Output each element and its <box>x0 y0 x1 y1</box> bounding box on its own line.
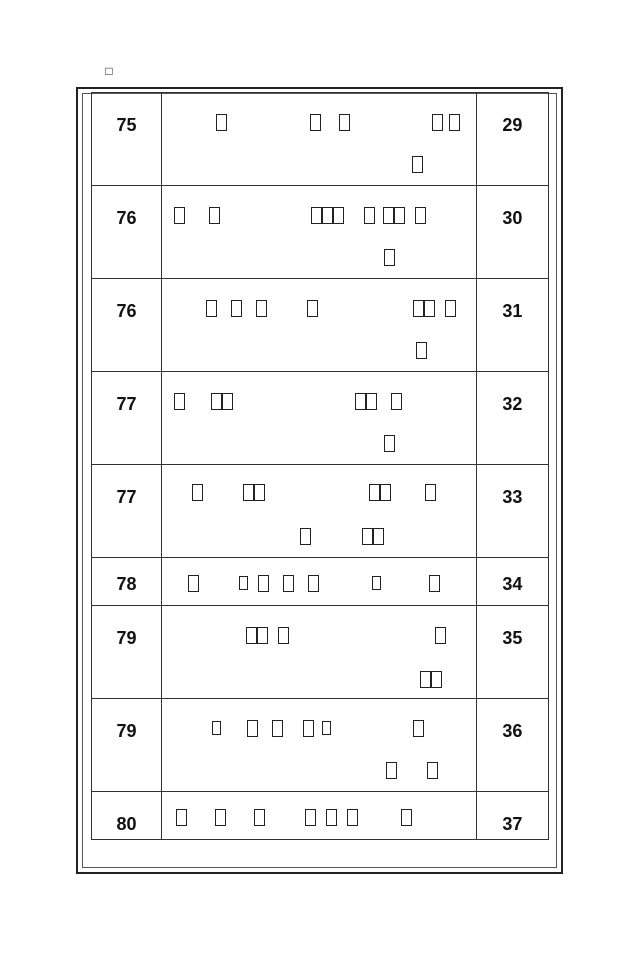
entry-number: 32 <box>476 372 548 465</box>
placeholder-glyph <box>300 528 311 545</box>
entry-number: 34 <box>476 558 548 606</box>
page-number: 75 <box>92 93 162 186</box>
placeholder-glyph <box>308 575 319 592</box>
placeholder-glyph <box>206 300 217 317</box>
placeholder-glyph <box>257 627 268 644</box>
table-row <box>92 606 549 699</box>
entry-title <box>162 465 477 558</box>
placeholder-glyph <box>222 393 233 410</box>
placeholder-glyph <box>432 114 443 131</box>
placeholder-glyph <box>372 576 381 590</box>
placeholder-glyph <box>307 300 318 317</box>
page-number: 77 <box>92 372 162 465</box>
placeholder-glyph <box>311 207 322 224</box>
placeholder-glyph <box>278 627 289 644</box>
placeholder-glyph <box>174 207 185 224</box>
entry-title <box>162 606 477 699</box>
placeholder-glyph <box>416 342 427 359</box>
corner-glyph: □ <box>105 64 113 78</box>
placeholder-glyph <box>431 671 442 688</box>
placeholder-glyph <box>254 484 265 501</box>
placeholder-glyph <box>362 528 373 545</box>
placeholder-glyph <box>326 809 337 826</box>
placeholder-glyph <box>383 207 394 224</box>
page-number: 79 <box>92 606 162 699</box>
placeholder-glyph <box>366 393 377 410</box>
table-row <box>92 279 549 372</box>
placeholder-glyph <box>364 207 375 224</box>
placeholder-glyph <box>355 393 366 410</box>
entry-title <box>162 699 477 792</box>
placeholder-glyph <box>192 484 203 501</box>
table-row <box>92 792 549 840</box>
placeholder-glyph <box>211 393 222 410</box>
placeholder-glyph <box>272 720 283 737</box>
placeholder-glyph <box>413 720 424 737</box>
placeholder-glyph <box>384 249 395 266</box>
placeholder-glyph <box>384 435 395 452</box>
placeholder-glyph <box>322 721 331 735</box>
entry-number: 30 <box>476 186 548 279</box>
entry-title <box>162 372 477 465</box>
placeholder-glyph <box>435 627 446 644</box>
placeholder-glyph <box>231 300 242 317</box>
placeholder-glyph <box>425 484 436 501</box>
placeholder-glyph <box>254 809 265 826</box>
placeholder-glyph <box>415 207 426 224</box>
entry-title <box>162 93 477 186</box>
placeholder-glyph <box>209 207 220 224</box>
placeholder-glyph <box>176 809 187 826</box>
entry-number: 37 <box>476 792 548 840</box>
page-number: 78 <box>92 558 162 606</box>
placeholder-glyph <box>347 809 358 826</box>
contents-table <box>91 92 549 840</box>
placeholder-glyph <box>283 575 294 592</box>
placeholder-glyph <box>305 809 316 826</box>
placeholder-glyph <box>239 576 248 590</box>
placeholder-glyph <box>174 393 185 410</box>
placeholder-glyph <box>394 207 405 224</box>
placeholder-glyph <box>373 528 384 545</box>
entry-title <box>162 792 477 840</box>
placeholder-glyph <box>216 114 227 131</box>
page-number: 77 <box>92 465 162 558</box>
placeholder-glyph <box>427 762 438 779</box>
entry-title <box>162 279 477 372</box>
placeholder-glyph <box>256 300 267 317</box>
placeholder-glyph <box>310 114 321 131</box>
placeholder-glyph <box>303 720 314 737</box>
placeholder-glyph <box>401 809 412 826</box>
placeholder-glyph <box>339 114 350 131</box>
entry-title <box>162 558 477 606</box>
entry-number: 35 <box>476 606 548 699</box>
placeholder-glyph <box>412 156 423 173</box>
placeholder-glyph <box>429 575 440 592</box>
placeholder-glyph <box>212 721 221 735</box>
page-number: 76 <box>92 279 162 372</box>
placeholder-glyph <box>215 809 226 826</box>
placeholder-glyph <box>247 720 258 737</box>
placeholder-glyph <box>258 575 269 592</box>
page-number: 79 <box>92 699 162 792</box>
placeholder-glyph <box>445 300 456 317</box>
placeholder-glyph <box>246 627 257 644</box>
placeholder-glyph <box>413 300 424 317</box>
placeholder-glyph <box>380 484 391 501</box>
placeholder-glyph <box>449 114 460 131</box>
table-row <box>92 558 549 606</box>
entry-title <box>162 186 477 279</box>
placeholder-glyph <box>322 207 333 224</box>
placeholder-glyph <box>369 484 380 501</box>
table-row <box>92 699 549 792</box>
placeholder-glyph <box>424 300 435 317</box>
placeholder-glyph <box>243 484 254 501</box>
table-row <box>92 372 549 465</box>
placeholder-glyph <box>420 671 431 688</box>
placeholder-glyph <box>333 207 344 224</box>
table-row <box>92 186 549 279</box>
table-row <box>92 465 549 558</box>
placeholder-glyph <box>386 762 397 779</box>
page-number: 76 <box>92 186 162 279</box>
table-row <box>92 93 549 186</box>
entry-number: 29 <box>476 93 548 186</box>
entry-number: 31 <box>476 279 548 372</box>
page-number: 80 <box>92 792 162 840</box>
placeholder-glyph <box>391 393 402 410</box>
entry-number: 36 <box>476 699 548 792</box>
placeholder-glyph <box>188 575 199 592</box>
entry-number: 33 <box>476 465 548 558</box>
